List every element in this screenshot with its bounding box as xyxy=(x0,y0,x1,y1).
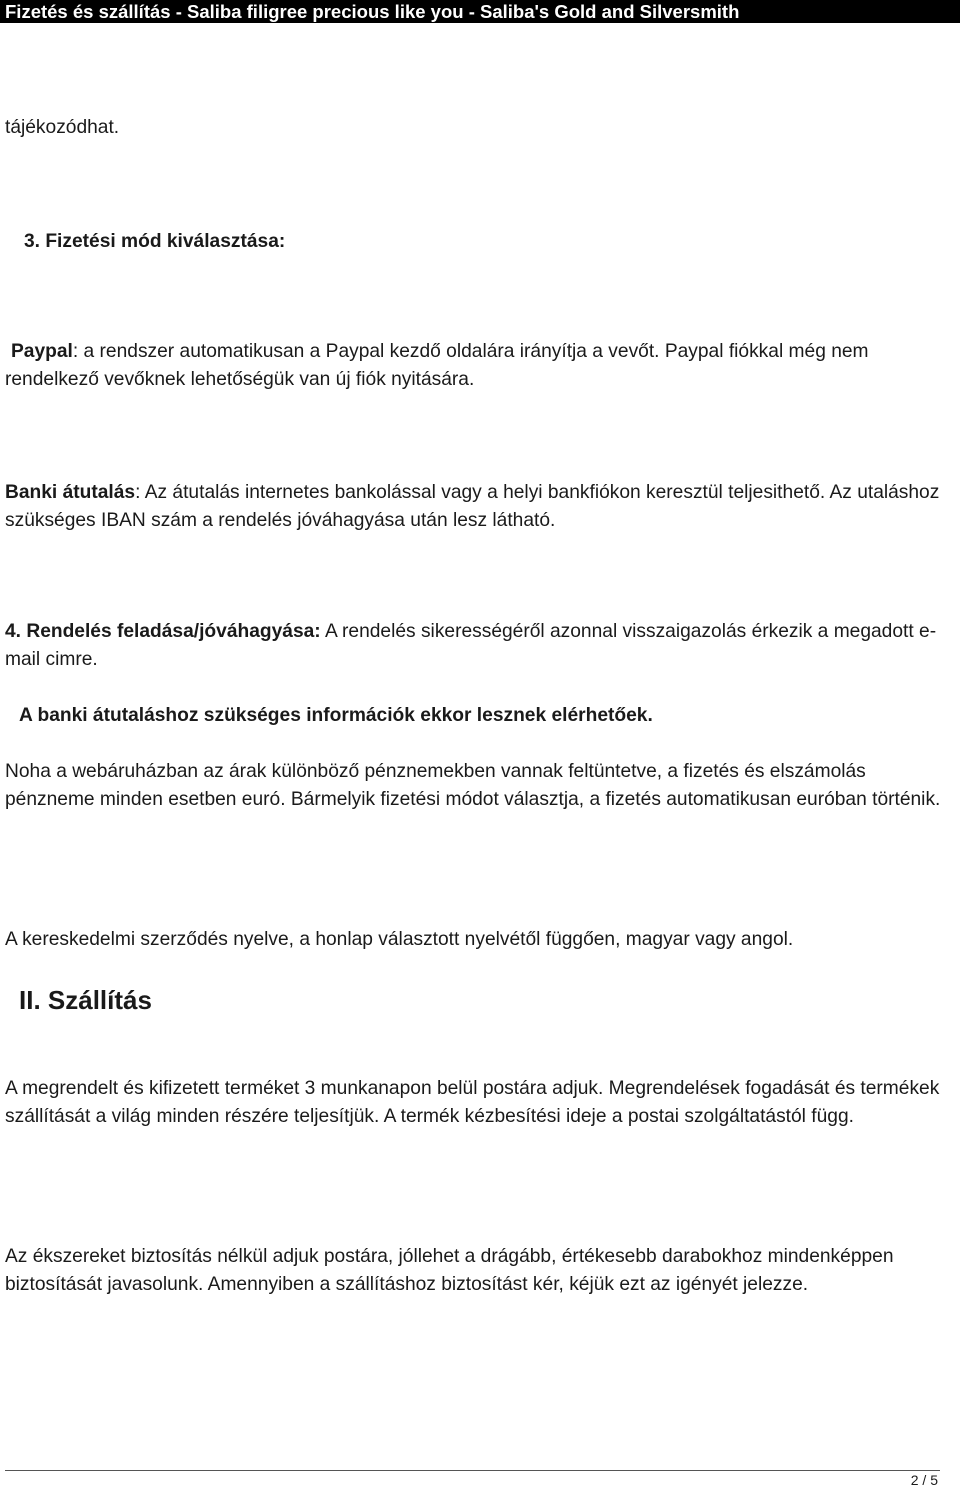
bank-transfer-label: Banki átutalás xyxy=(5,482,136,503)
step-4-label: 4. Rendelés feladása/jóváhagyása: xyxy=(5,621,321,642)
contract-language-paragraph: A kereskedelmi szerződés nyelve, a honlap választott nyelvétől függően, magyar vagy angol. xyxy=(5,929,794,950)
paypal-text: : a rendszer automatikusan a Paypal kezdő oldalára irányítja a vevőt. Paypal fiókkal még nem rendelkező vevőknek lehetőségük van új fiók nyitására. xyxy=(5,341,869,390)
insurance-paragraph: Az ékszereket biztosítás nélkül adjuk postára, jóllehet a drágább, értékesebb darabokhoz mindenképpen biztosítását javasolunk. Amennyiben a szállításhoz biztosítást kér, kéjük ezt az igényét jelezze. xyxy=(5,1246,894,1295)
paypal-paragraph xyxy=(5,338,950,394)
footer-divider xyxy=(5,1470,940,1471)
step-4-paragraph xyxy=(5,618,950,674)
bank-transfer-paragraph xyxy=(5,479,950,535)
currency-paragraph: Noha a webáruházban az árak különböző pénznemekben vannak feltüntetve, a fizetés és elszámolás pénzneme minden esetben euró. Bármelyik fizetési módot választja, a fizetés automatikusan euróban történik. xyxy=(5,761,941,810)
step-4-text: A rendelés sikerességéről azonnal visszaigazolás érkezik a megadott e-mail cimre. xyxy=(5,621,937,670)
paragraph-continuation: tájékozódhat. xyxy=(5,117,120,138)
paypal-label: Paypal xyxy=(11,341,73,362)
document-header-title: Fizetés és szállítás - Saliba filigree precious like you - Saliba's Gold and Silversmith xyxy=(0,0,960,23)
step-3-heading: 3. Fizetési mód kiválasztása: xyxy=(24,231,286,252)
bank-info-note: A banki átutaláshoz szükséges információk ekkor lesznek elérhetőek. xyxy=(19,705,653,726)
page-number: 2 / 5 xyxy=(910,1472,938,1488)
bank-transfer-text: : Az átutalás internetes bankolással vagy a helyi bankfiókon keresztül teljesithető. Az utaláshoz szükséges IBAN szám a rendelés jóváhagyása után lesz látható. xyxy=(5,482,940,531)
shipping-paragraph: A megrendelt és kifizetett terméket 3 munkanapon belül postára adjuk. Megrendelések fogadását és termékek szállítását a világ minden részére teljesítjük. A termék kézbesítési ideje a postai szolgáltatástól függ. xyxy=(5,1078,940,1127)
section-heading-shipping: II. Szállítás xyxy=(19,985,152,1015)
